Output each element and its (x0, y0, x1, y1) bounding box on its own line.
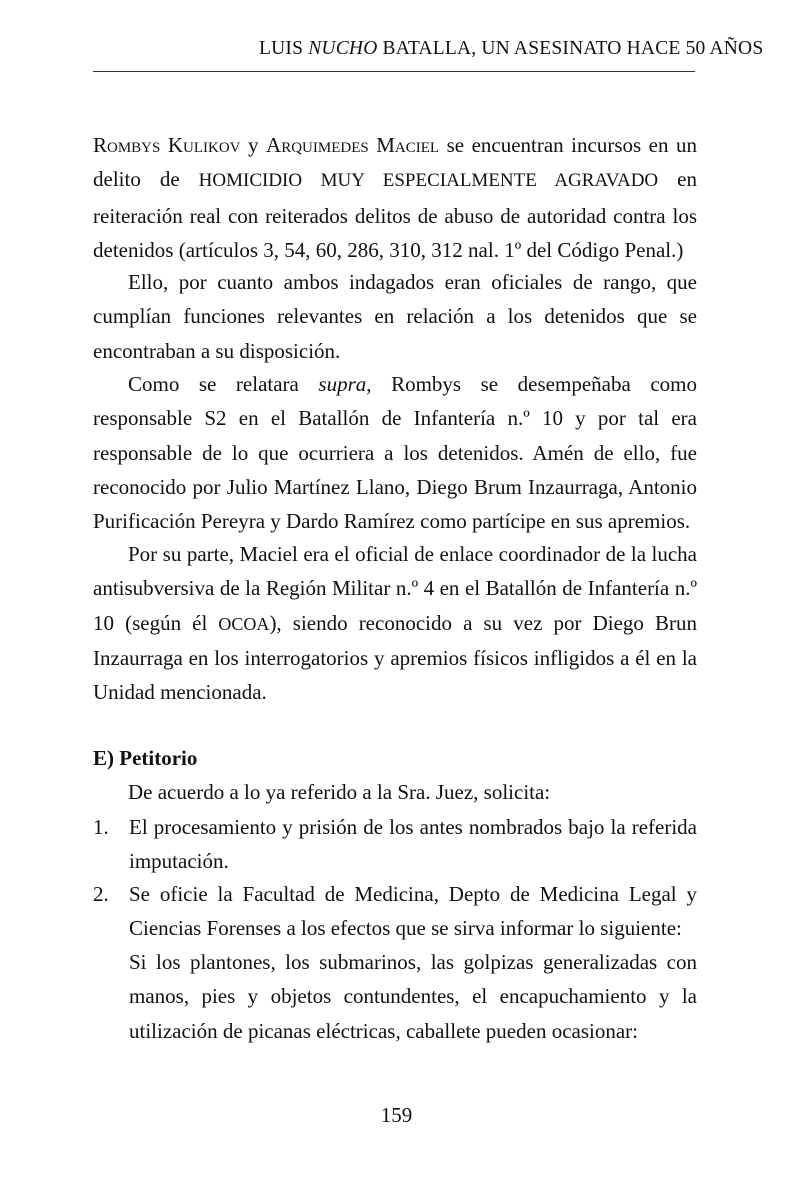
list-item-text: El procesamiento y prisión de los antes nombrados bajo la referida imputación. (129, 815, 697, 874)
header-rule (93, 71, 695, 72)
paragraph-4: Por su parte, Maciel era el oficial de enlace coordinador de la lucha antisubversiva de la Región Militar n.º 4 en el Batallón de Infantería n.º 10 (según él OCOA), siendo reconocido a su vez por Diego Brun Inzaurraga en los interrogatorios y apremios físicos infligidos a él en la Unidad mencionada. (93, 542, 697, 705)
running-header: LUIS NUCHO BATALLA, UN ASESINATO HACE 50 AÑOS (259, 38, 764, 59)
section-intro: De acuerdo a lo ya referido a la Sra. Juez, solicita: (128, 780, 551, 804)
paragraph-1: Rombys Kulikov y Arquimedes Maciel se encuentran incursos en un delito de HOMICIDIO MUY ESPECIALMENTE AGRAVADO en reiteración real con reiterados delitos de abuso de autoridad contra los detenidos (artículos 3, 54, 60, 286, 310, 312 nal. 1º del Código Penal.) (93, 133, 698, 262)
page-number: 159 (380, 1103, 413, 1127)
paragraph-2: Ello, por cuanto ambos indagados eran oficiales de rango, que cumplían funciones relevantes en relación a los detenidos que se encontraban a su disposición. (93, 270, 697, 363)
list-item (93, 877, 697, 946)
list-item (93, 810, 697, 879)
list-continuation-text: Si los plantones, los submarinos, las golpizas generalizadas con manos, pies y objetos contundentes, el encapuchamiento y la utilización de picanas eléctricas, caballete pueden ocasionar: (129, 950, 697, 1043)
header-italic-name: NUCHO (308, 38, 378, 59)
list-item-number: 1. (93, 815, 109, 839)
list-item-text: Se oficie la Facultad de Medicina, Depto de Medicina Legal y Ciencias Forenses a los efectos que se sirva informar lo siguiente: (129, 882, 697, 941)
list-continuation (93, 945, 697, 1048)
paragraph-3: Como se relatara supra, Rombys se desempeñaba como responsable S2 en el Batallón de Infantería n.º 10 y por tal era responsable de lo que ocurriera a los detenidos. Amén de ello, fue reconocido por Julio Martínez Llano, Diego Brum Inzaurraga, Antonio Purificación Pereyra y Dardo Ramírez como partícipe en sus apremios. (93, 372, 697, 534)
section-heading: E) Petitorio (93, 746, 198, 770)
list-item-number: 2. (93, 882, 109, 906)
